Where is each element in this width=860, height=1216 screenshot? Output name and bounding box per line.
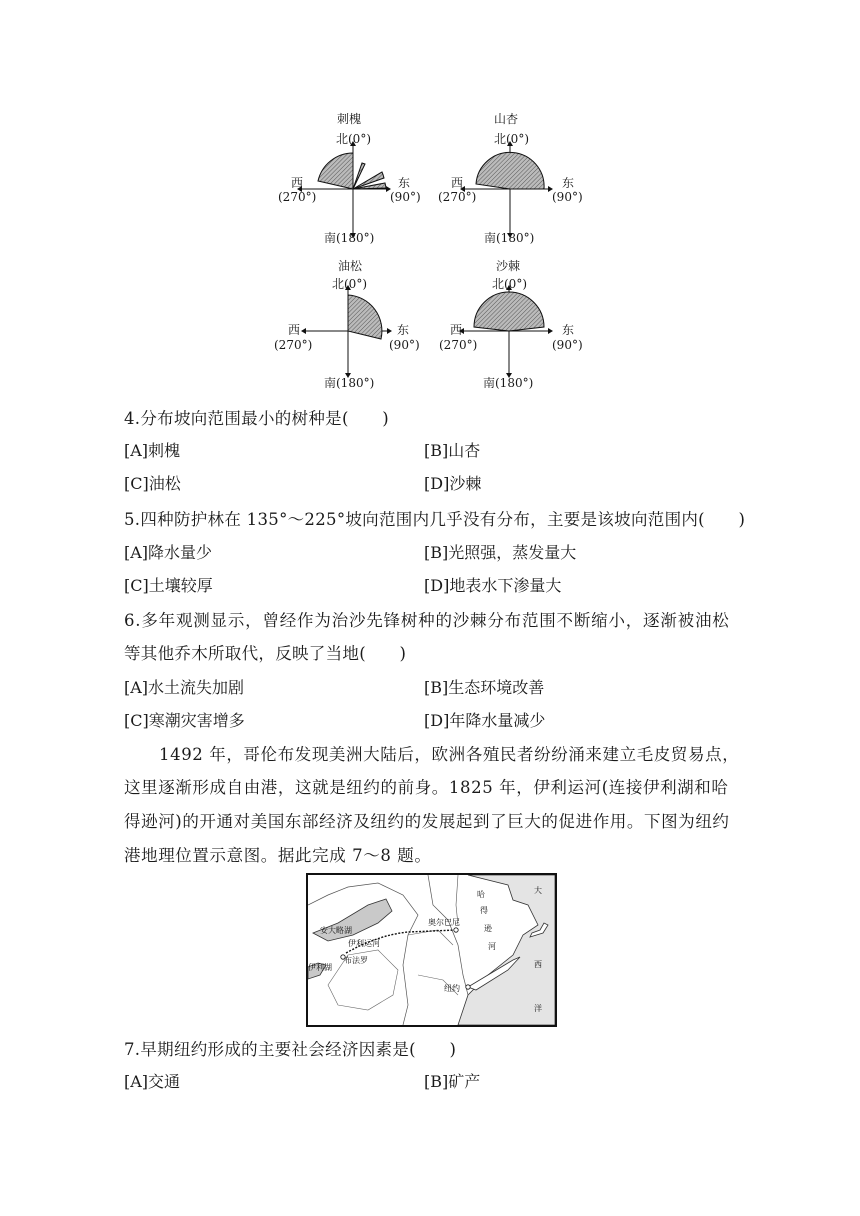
passage-line-1: 1492 年，哥伦布发现美洲大陆后，欧洲各殖民者纷纷涌来建立毛皮贸易点， xyxy=(159,745,740,764)
west-degree: (270°) xyxy=(439,338,478,352)
question-5-option-b[interactable]: [B]光照强，蒸发量大 xyxy=(424,543,577,562)
west-label: 西 xyxy=(450,323,463,337)
east-label: 东 xyxy=(397,323,410,337)
question-5-option-d[interactable]: [D]地表水下渗量大 xyxy=(424,576,562,595)
question-7-option-a[interactable]: [A]交通 xyxy=(124,1072,181,1091)
question-7-option-b[interactable]: [B]矿产 xyxy=(424,1072,481,1091)
east-degree: (90°) xyxy=(389,338,420,352)
west-label: 西 xyxy=(288,323,301,337)
east-label: 东 xyxy=(562,176,575,190)
west-degree: (270°) xyxy=(438,190,477,204)
map-graphic xyxy=(308,875,555,1025)
question-4-option-d[interactable]: [D]沙棘 xyxy=(424,474,482,493)
question-4-option-a[interactable]: [A]刺槐 xyxy=(124,441,181,460)
east-label: 东 xyxy=(398,176,411,190)
west-label: 西 xyxy=(291,176,304,190)
east-label: 东 xyxy=(562,323,575,337)
question-4-option-c[interactable]: [C]油松 xyxy=(124,474,181,493)
diagram-title: 刺槐 xyxy=(337,112,362,126)
diagram-shaji xyxy=(428,255,598,405)
albany-label: 奥尔巴尼 xyxy=(428,918,460,927)
east-degree: (90°) xyxy=(552,190,583,204)
south-label: 南(180°) xyxy=(483,376,534,390)
west-label: 西 xyxy=(451,176,464,190)
lake-ontario-label: 安大略湖 xyxy=(320,926,352,935)
atlantic-label-3: 洋 xyxy=(534,1004,542,1013)
new-york-label: 纽约 xyxy=(444,984,460,993)
diagram-title: 油松 xyxy=(338,259,363,273)
buffalo-label: 布法罗 xyxy=(344,956,368,965)
lake-erie-label: 伊利湖 xyxy=(308,963,332,972)
new-york-location-map xyxy=(306,873,557,1027)
hudson-label-4: 河 xyxy=(488,942,496,951)
passage-line-2: 这里逐渐形成自由港，这就是纽约的前身。1825 年，伊利运河(连接伊利湖和哈 xyxy=(124,778,729,797)
hudson-label-2: 得 xyxy=(480,906,488,915)
diagram-title: 山杏 xyxy=(494,112,519,126)
sector-shaji xyxy=(474,292,544,331)
hudson-river xyxy=(428,875,468,995)
albany-marker xyxy=(454,928,458,932)
hudson-label-3: 逊 xyxy=(484,924,492,933)
west-degree: (270°) xyxy=(274,338,313,352)
atlantic-label-2: 西 xyxy=(534,960,542,969)
new-york-marker xyxy=(466,985,470,989)
atlantic-label-1: 大 xyxy=(534,886,542,895)
question-6-option-d[interactable]: [D]年降水量减少 xyxy=(424,711,546,730)
diagram-cihuai xyxy=(270,108,440,258)
north-label: 北(0°) xyxy=(332,277,367,291)
erie-canal-label: 伊利运河 xyxy=(348,939,380,948)
state-border xyxy=(308,883,418,1025)
sector-cihuai-1 xyxy=(318,153,353,189)
diagram-shanxing xyxy=(428,108,598,258)
diagram-title: 沙棘 xyxy=(496,259,521,273)
question-5-option-a[interactable]: [A]降水量少 xyxy=(124,543,213,562)
question-7-stem: 7.早期纽约形成的主要社会经济因素是( ) xyxy=(124,1040,457,1059)
east-degree: (90°) xyxy=(390,190,421,204)
passage-line-3: 得逊河)的开通对美国东部经济及纽约的发展起到了巨大的促进作用。下图为纽约 xyxy=(124,812,730,831)
question-6-stem-line-1: 6.多年观测显示，曾经作为治沙先锋树种的沙棘分布范围不断缩小，逐渐被油松 xyxy=(124,611,730,630)
question-6-option-a[interactable]: [A]水土流失加剧 xyxy=(124,678,245,697)
north-label: 北(0°) xyxy=(494,132,529,146)
north-label: 北(0°) xyxy=(336,132,371,146)
question-4-stem: 4.分布坡向范围最小的树种是( ) xyxy=(124,409,390,428)
question-6-option-c[interactable]: [C]寒潮灾害增多 xyxy=(124,711,245,730)
south-label: 南(180°) xyxy=(324,231,375,245)
question-5-stem: 5.四种防护林在 135°～225°坡向范围内几乎没有分布，主要是该坡向范围内( ) xyxy=(124,510,746,529)
question-4-option-b[interactable]: [B]山杏 xyxy=(424,441,481,460)
south-label: 南(180°) xyxy=(484,231,535,245)
hudson-label-1: 哈 xyxy=(477,890,485,899)
question-6-stem-line-2: 等其他乔木所取代，反映了当地( ) xyxy=(124,644,407,663)
east-degree: (90°) xyxy=(552,338,583,352)
sector-yousong xyxy=(348,295,382,339)
west-degree: (270°) xyxy=(278,190,317,204)
question-5-option-c[interactable]: [C]土壤较厚 xyxy=(124,576,213,595)
north-label: 北(0°) xyxy=(492,277,527,291)
south-label: 南(180°) xyxy=(324,376,375,390)
question-6-option-b[interactable]: [B]生态环境改善 xyxy=(424,678,545,697)
passage-line-4: 港地理位置示意图。据此完成 7～8 题。 xyxy=(124,846,432,865)
border-line-2 xyxy=(408,930,453,945)
sector-shanxing xyxy=(476,152,544,189)
diagram-yousong xyxy=(266,255,436,405)
